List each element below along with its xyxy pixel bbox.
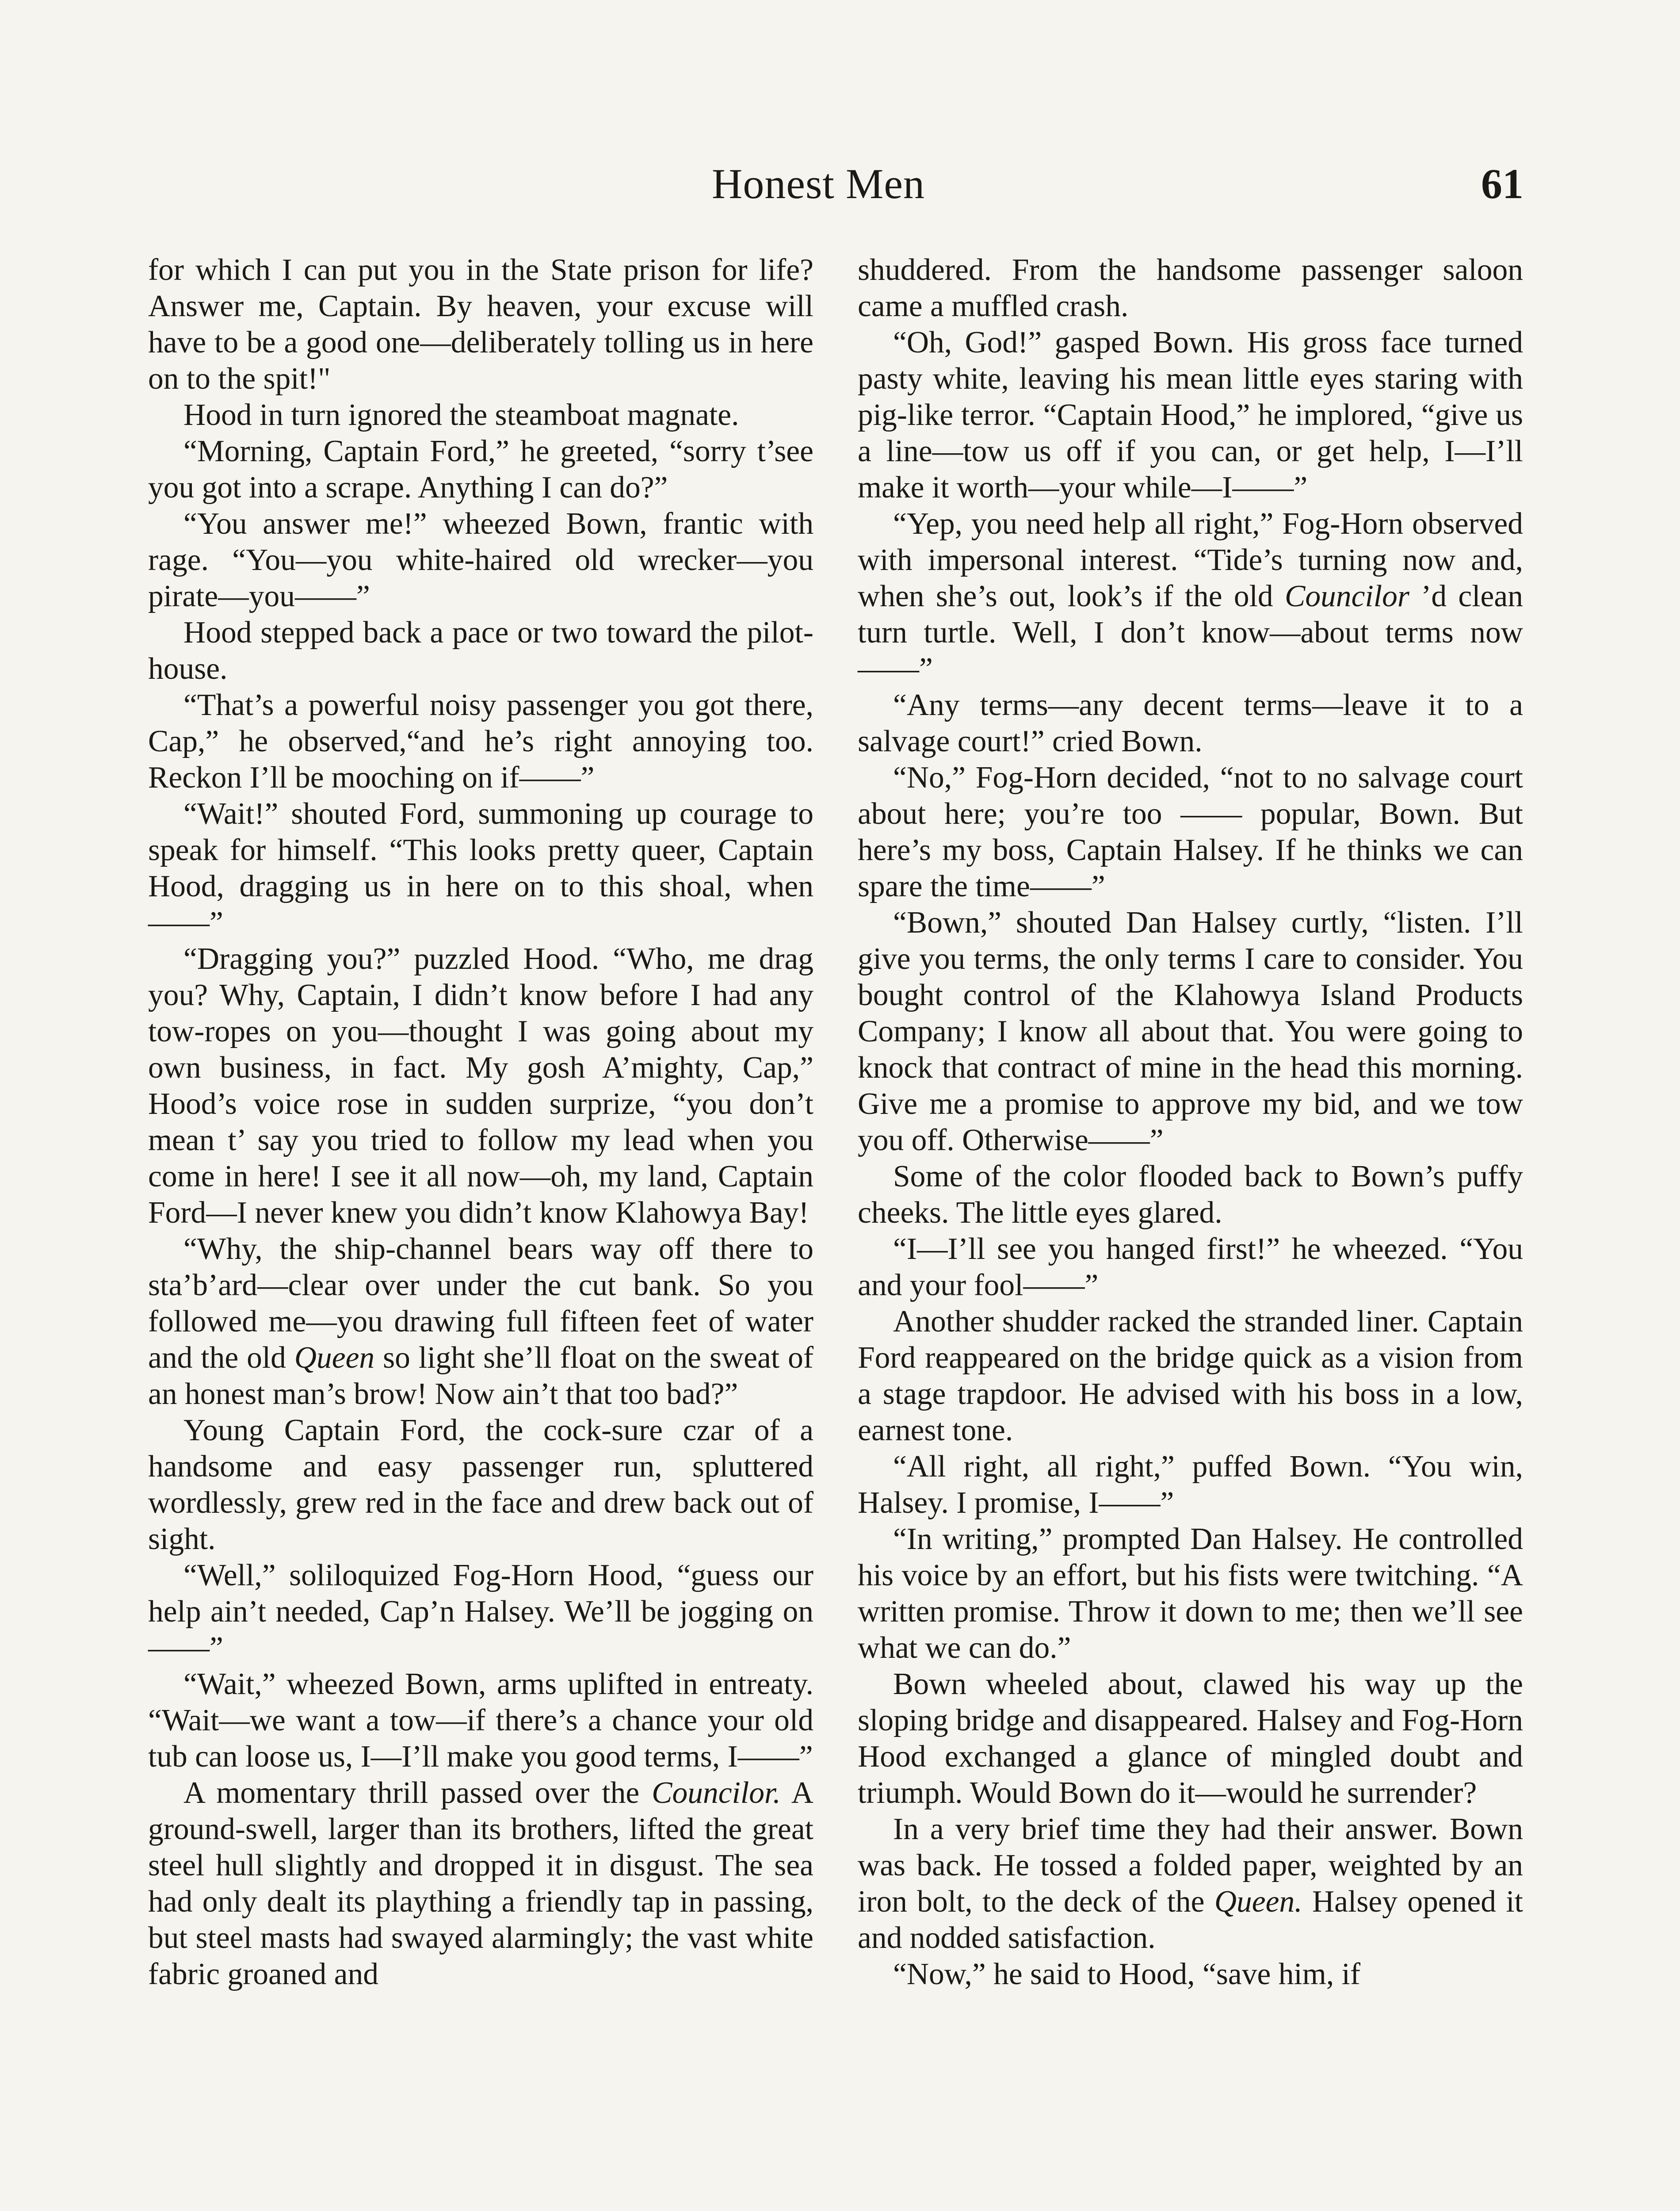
italic-title: Queen bbox=[294, 1341, 375, 1375]
paragraph: “In writing,” prompted Dan Halsey. He controlled his voice by an effort, but his fists were twitching. “A written promise. Throw it down to me; then we’ll see what we can do.” bbox=[858, 1522, 1523, 1665]
paragraph: for which I can put you in the State prison for life? Answer me, Captain. By heaven, your excuse will have to be a good one—deliberately tolling us in here on to the spit!" bbox=[148, 253, 813, 396]
paragraph: “Bown,” shouted Dan Halsey curtly, “listen. I’ll give you terms, the only terms I care to consider. You bought control of the Klahowya Island Products Company; I know all about that. You were going to knock that contract of mine in the head this morning. Give me a promise to approve my bid, and we tow you off. Otherwise——” bbox=[858, 906, 1523, 1157]
paragraph: Hood in turn ignored the steamboat magnate. bbox=[183, 398, 739, 432]
italic-title: Queen. bbox=[1214, 1885, 1302, 1919]
paragraph: “Wait!” shouted Ford, summoning up courage to speak for himself. “This looks pretty queer, Captain Hood, dragging us in here on to this shoal, when——” bbox=[148, 797, 813, 940]
paragraph: “Morning, Captain Ford,” he greeted, “sorry t’see you got into a scrape. Anything I can do?” bbox=[148, 434, 813, 505]
paragraph: “Oh, God!” gasped Bown. His gross face turned pasty white, leaving his mean little eyes staring with pig-like terror. “Captain Hood,” he implored, “give us a line—tow us off if you can, or get help, I—I’ll make it worth—your while—I——” bbox=[858, 325, 1523, 505]
page-number: 61 bbox=[1481, 160, 1523, 207]
paragraph: In a very brief time they had their answer. Bown was back. He tossed a folded paper, weighted by an iron bolt, to the deck of the Queen. Halsey opened it and nodded satisfaction. bbox=[858, 1812, 1523, 1955]
paragraph: “That’s a powerful noisy passenger you got there, Cap,” he observed,“and he’s right annoying too. Reckon I’ll be mooching on if——” bbox=[148, 688, 813, 795]
left-text-column bbox=[148, 252, 813, 1993]
paragraph: A momentary thrill passed over the Councilor. A ground-swell, larger than its brothers, lifted the great steel hull slightly and dropped it in disgust. The sea had only dealt its plaything a friendly tap in passing, but steel masts had swayed alarmingly; the vast white fabric groaned and bbox=[148, 1776, 813, 1991]
page-header bbox=[0, 159, 1680, 212]
paragraph: Some of the color flooded back to Bown’s puffy cheeks. The little eyes glared. bbox=[858, 1159, 1523, 1230]
italic-title: Councilor bbox=[1285, 579, 1409, 613]
paragraph: “Now,” he said to Hood, “save him, if bbox=[893, 1957, 1361, 1991]
paragraph: Another shudder racked the stranded liner. Captain Ford reappeared on the bridge quick as a vision from a stage trapdoor. He advised with his boss in a low, earnest tone. bbox=[858, 1304, 1523, 1447]
paragraph: “Any terms—any decent terms—leave it to a salvage court!” cried Bown. bbox=[858, 688, 1523, 758]
right-text-column bbox=[858, 252, 1523, 1993]
paragraph: Hood stepped back a pace or two toward the pilot-house. bbox=[148, 616, 813, 686]
paragraph: “All right, all right,” puffed Bown. “You win, Halsey. I promise, I——” bbox=[858, 1450, 1523, 1520]
paragraph: Young Captain Ford, the cock-sure czar of a handsome and easy passenger run, spluttered wordlessly, grew red in the face and drew back out of sight. bbox=[148, 1413, 813, 1556]
paragraph: Bown wheeled about, clawed his way up the sloping bridge and disappeared. Halsey and Fog-Horn Hood exchanged a glance of mingled doubt and triumph. Would Bown do it—would he surrender? bbox=[858, 1667, 1523, 1810]
paragraph: “Wait,” wheezed Bown, arms uplifted in entreaty. “Wait—we want a tow—if there’s a chance your old tub can loose us, I—I’ll make you good terms, I——” bbox=[148, 1667, 813, 1774]
paragraph: “I—I’ll see you hanged first!” he wheezed. “You and your fool——” bbox=[858, 1232, 1523, 1302]
paragraph: “Well,” soliloquized Fog-Horn Hood, “guess our help ain’t needed, Cap’n Halsey. We’ll be jogging on——” bbox=[148, 1558, 813, 1665]
paragraph: “Dragging you?” puzzled Hood. “Who, me drag you? Why, Captain, I didn’t know before I had any tow-ropes on you—thought I was going about my own business, in fact. My gosh A’mighty, Cap,” Hood’s voice rose in sudden surprize, “you don’t mean t’ say you tried to follow my lead when you come in here! I see it all now—oh, my land, Captain Ford—I never knew you didn’t know Klahowya Bay! bbox=[148, 942, 813, 1230]
paragraph: “Why, the ship-channel bears way off there to sta’b’ard—clear over under the cut bank. So you followed me—you drawing full fifteen feet of water and the old Queen so light she’ll float on the sweat of an honest man’s brow! Now ain’t that too bad?” bbox=[148, 1232, 813, 1411]
paragraph: “Yep, you need help all right,” Fog-Horn observed with impersonal interest. “Tide’s turning now and, when she’s out, look’s if the old Councilor ’d clean turn turtle. Well, I don’t know—about terms now——” bbox=[858, 507, 1523, 686]
italic-title: Councilor. bbox=[652, 1776, 781, 1810]
paragraph: shuddered. From the handsome passenger saloon came a muffled crash. bbox=[858, 253, 1523, 323]
paragraph: “No,” Fog-Horn decided, “not to no salvage court about here; you’re too —— popular, Bown. But here’s my boss, Captain Halsey. If he thinks we can spare the time——” bbox=[858, 761, 1523, 903]
paragraph: “You answer me!” wheezed Bown, frantic with rage. “You—you white-haired old wrecker—you pirate—you——” bbox=[148, 507, 813, 613]
running-title: Honest Men bbox=[712, 160, 925, 207]
